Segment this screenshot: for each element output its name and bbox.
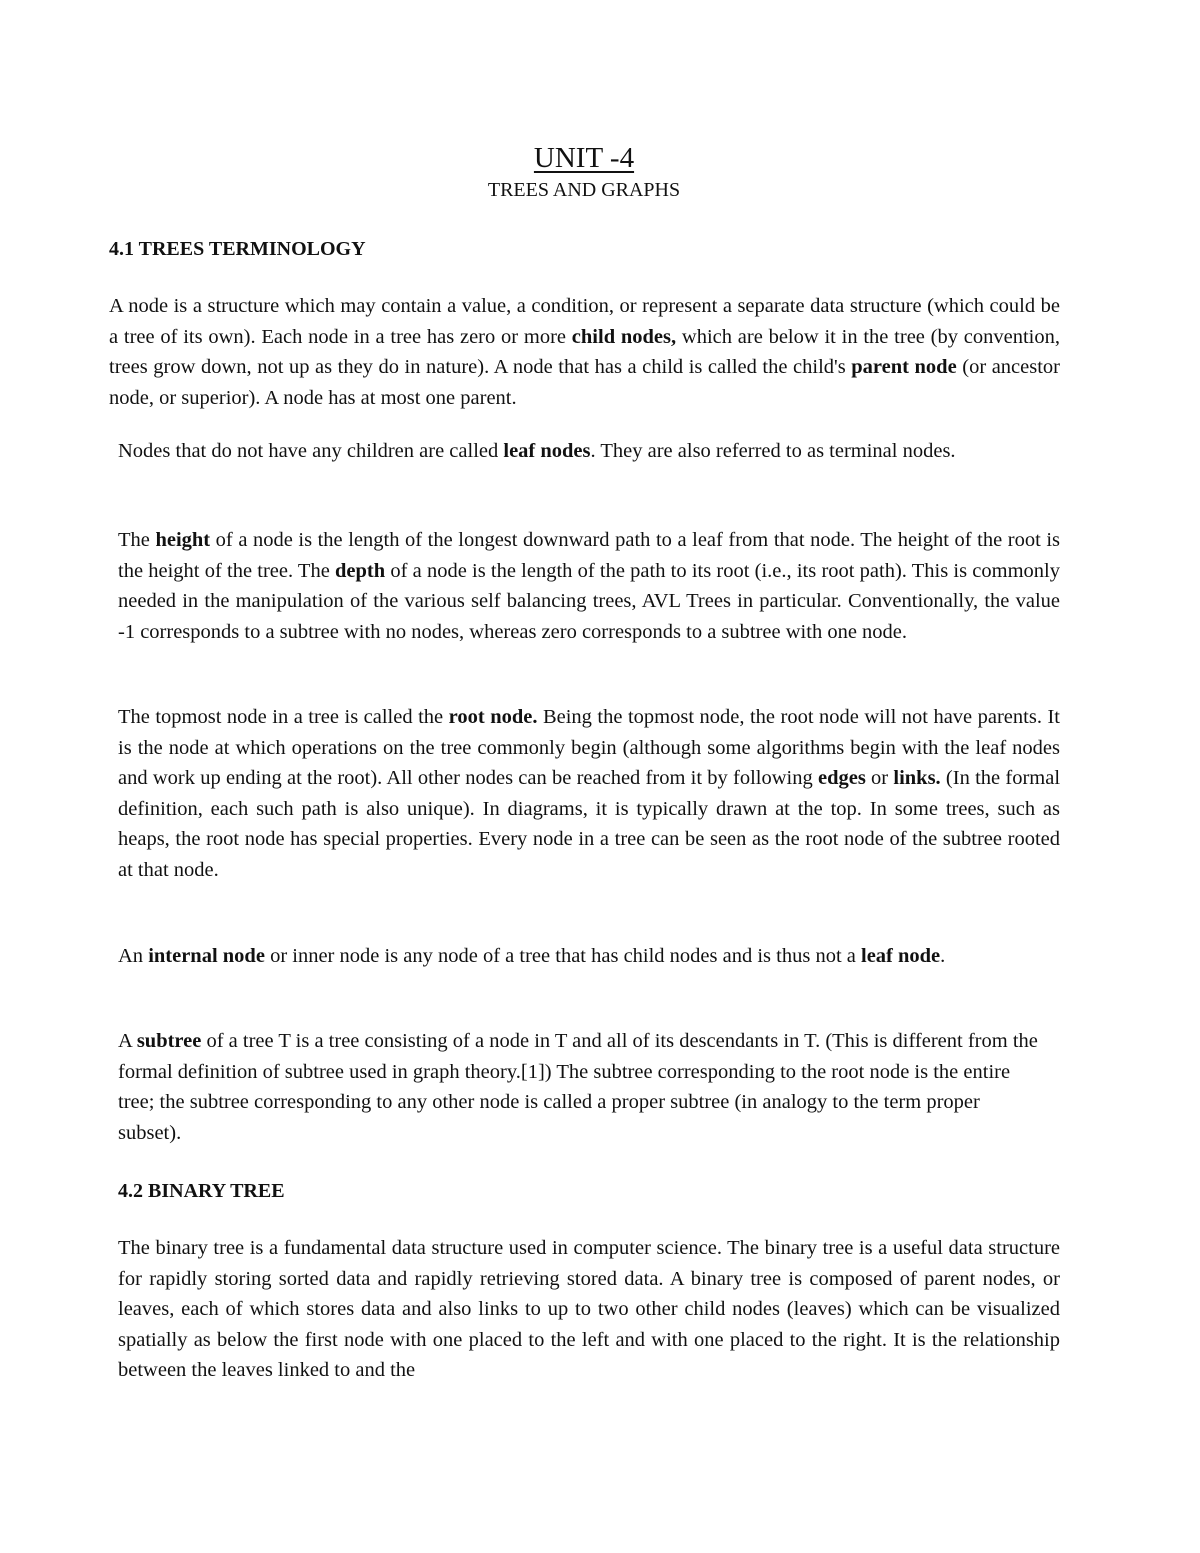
term-leaf-node: leaf node bbox=[861, 945, 941, 967]
paragraph-node-definition: A node is a structure which may contain a value, a condition, or represent a separate data structure (which could be a tree of its own). Each node in a tree has zero or more child nodes, which are below it in the tree (by convention, trees grow down, not up as they do in nature). A node that has a child is called the child's parent node (or ancestor node, or superior). A node has at most one parent. bbox=[109, 295, 1061, 409]
section-heading-trees-terminology: 4.1 TREES TERMINOLOGY bbox=[109, 238, 366, 260]
term-edges: edges bbox=[817, 767, 866, 789]
section-heading-binary-tree: 4.2 BINARY TREE bbox=[118, 1180, 285, 1202]
paragraph-leaf-nodes: Nodes that do not have any children are called leaf nodes. They are also referred to as terminal nodes. bbox=[118, 440, 956, 462]
term-internal-node: internal node bbox=[148, 945, 265, 967]
term-parent-node: parent node bbox=[851, 356, 957, 378]
term-child-nodes: child nodes, bbox=[571, 325, 677, 348]
document-title: UNIT -4 bbox=[533, 142, 635, 174]
document-subtitle: TREES AND GRAPHS bbox=[487, 179, 681, 201]
term-height: height bbox=[155, 529, 211, 551]
term-leaf-nodes: leaf nodes bbox=[503, 440, 591, 462]
paragraph-subtree: A subtree of a tree T is a tree consisting of a node in T and all of its descendants in T. (This is different from the formal definition of subtree used in graph theory.[1]) The subtree corresponding to the root node is the entire tree; the subtree corresponding to any other node is called a proper subtree (in analogy to the term proper subset). bbox=[118, 1030, 1038, 1144]
term-root-node: root node. bbox=[448, 706, 538, 728]
paragraph-height-depth: The height of a node is the length of the longest downward path to a leaf from that node. The height of the root is the height of the tree. The depth of a node is the length of the path to its root (i.e., its root path). This is commonly needed in the manipulation of the various self balancing trees, AVL Trees in particular. Conventionally, the value -1 corresponds to a subtree with no nodes, whereas zero corresponds to a subtree with one node. bbox=[118, 529, 1060, 643]
term-subtree: subtree bbox=[136, 1030, 202, 1052]
paragraph-internal-node: An internal node or inner node is any node of a tree that has child nodes and is thus not a leaf node. bbox=[118, 945, 946, 967]
term-depth: depth bbox=[335, 559, 386, 582]
paragraph-root-node: The topmost node in a tree is called the root node. Being the topmost node, the root node will not have parents. It is the node at which operations on the tree commonly begin (although some algorithms begin with the leaf nodes and work up ending at the root). All other nodes can be reached from it by following edges or links. (In the formal definition, each such path is also unique). In diagrams, it is typically drawn at the top. In some trees, such as heaps, the root node has special properties. Every node in a tree can be seen as the root node of the subtree rooted at that node. bbox=[118, 706, 1061, 881]
paragraph-binary-tree: The binary tree is a fundamental data structure used in computer science. The binary tree is a useful data structure for rapidly storing sorted data and rapidly retrieving stored data. A binary tree is composed of parent nodes, or leaves, each of which stores data and also links to up to two other child nodes (leaves) which can be visualized spatially as below the first node with one placed to the left and with one placed to the right. It is the relationship between the leaves linked to and the bbox=[118, 1237, 1060, 1381]
term-links: links. bbox=[893, 767, 941, 789]
